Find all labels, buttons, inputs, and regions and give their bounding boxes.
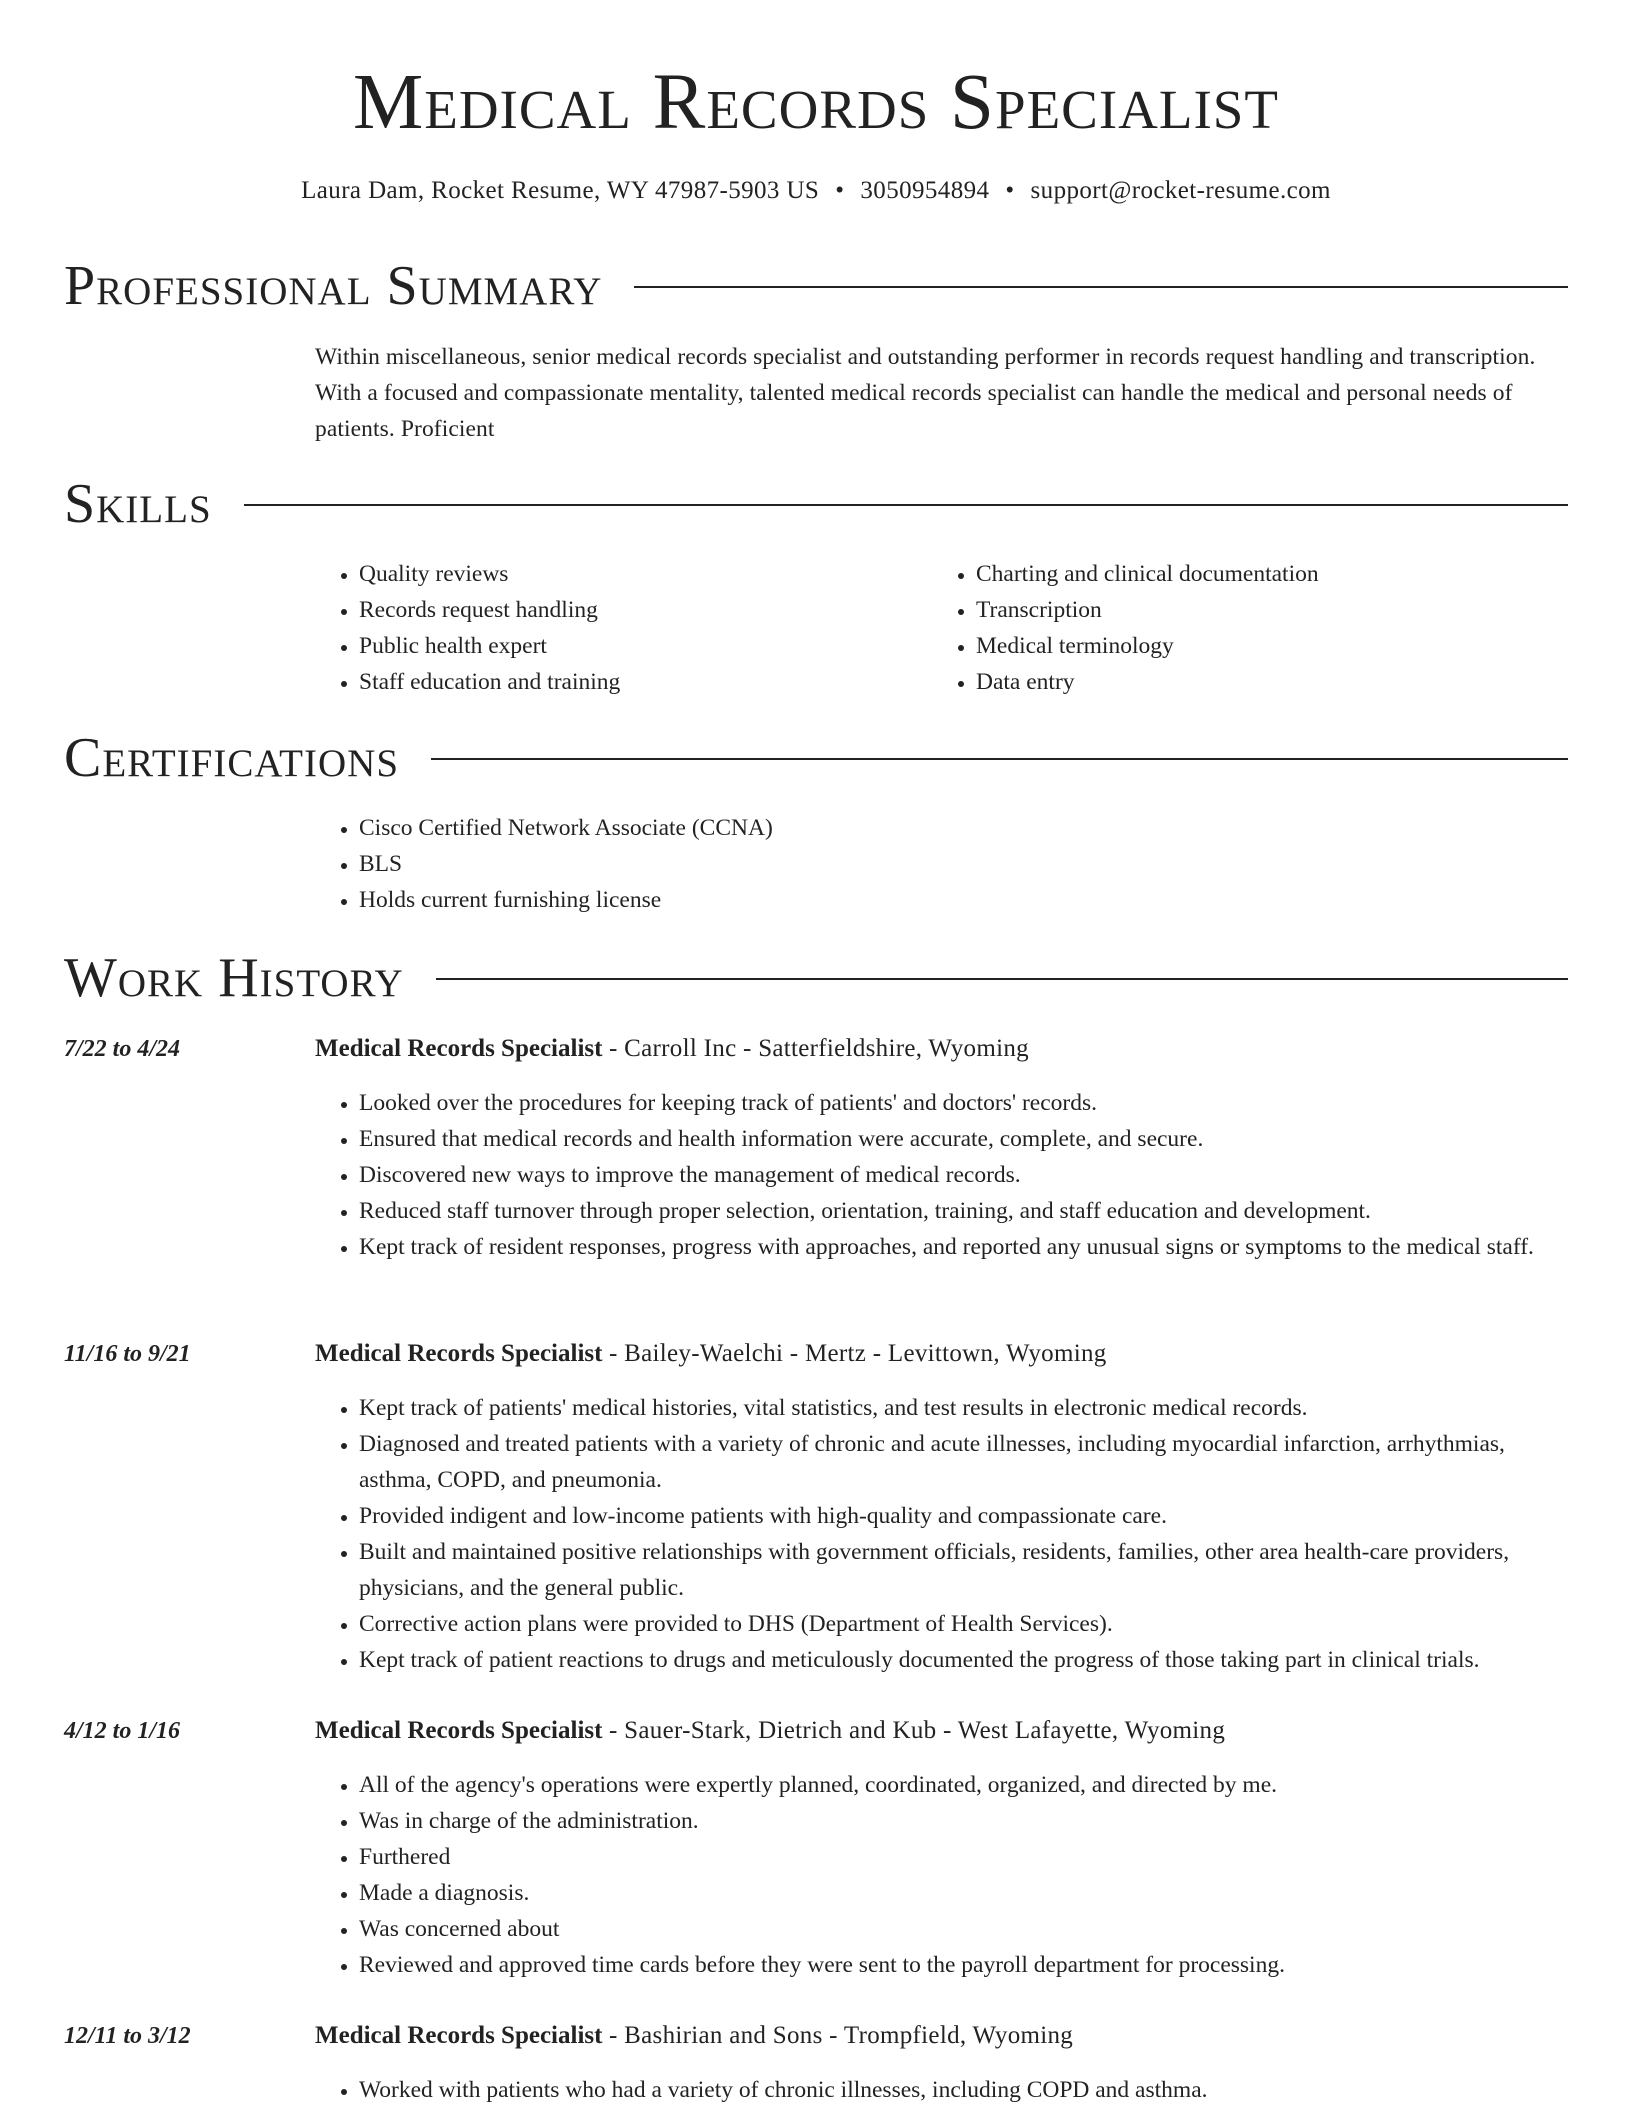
- skill-item: • Records request handling: [359, 592, 932, 628]
- skill-item: • Staff education and training: [359, 664, 932, 700]
- contact-separator: •: [1005, 177, 1015, 204]
- contact-separator: •: [835, 177, 845, 204]
- job-dates: 4/12 to 1/16: [64, 1718, 181, 1744]
- job-bullet: • Looked over the procedures for keeping track of patients' and doctors' records.: [359, 1085, 1568, 1121]
- job-bullet: • Kept track of patient reactions to drugs and meticulously documented the progress of those taking part in clinical trials.: [359, 1642, 1568, 1678]
- job-bullets: [315, 1390, 1568, 1678]
- certifications-section-header: [64, 726, 1568, 790]
- job-bullet: • All of the agency's operations were expertly planned, coordinated, organized, and directed by me.: [359, 1767, 1568, 1803]
- work-history-section-header: [64, 946, 1568, 1010]
- contact-address: Laura Dam, Rocket Resume, WY 47987-5903 US: [301, 177, 820, 204]
- skill-item: • Public health expert: [359, 628, 932, 664]
- summary-heading: Professional Summary: [64, 255, 603, 317]
- skills-column-right: [932, 556, 1549, 700]
- section-divider: [431, 758, 1568, 760]
- job-company: - Bailey-Waelchi - Mertz - Levittown, Wyoming: [602, 1340, 1107, 1367]
- job-heading: [315, 1032, 1029, 1066]
- job-dates: 11/16 to 9/21: [64, 1341, 191, 1367]
- work-history-heading: Work History: [64, 947, 404, 1009]
- job-bullet: • Reviewed and approved time cards before they were sent to the payroll department for processing.: [359, 1947, 1568, 1983]
- job-heading: [315, 1337, 1107, 1371]
- job-company: - Sauer-Stark, Dietrich and Kub - West Lafayette, Wyoming: [602, 1717, 1226, 1744]
- summary-section-header: [64, 254, 1568, 318]
- job-title: Medical Records Specialist: [315, 1035, 603, 1062]
- job-bullets: [315, 1085, 1568, 1265]
- certification-item: • BLS: [359, 846, 1568, 882]
- contact-email: support@rocket-resume.com: [1030, 177, 1331, 204]
- certifications-heading: Certifications: [64, 727, 400, 789]
- job-bullet: • Provided indigent and low-income patients with high-quality and compassionate care.: [359, 1498, 1568, 1534]
- job-dates: 12/11 to 3/12: [64, 2023, 191, 2049]
- job-bullet: • Made a diagnosis.: [359, 1875, 1568, 1911]
- section-divider: [436, 978, 1568, 980]
- job-bullet: • Was concerned about: [359, 1911, 1568, 1947]
- job-bullet: • Kept track of patients' medical histories, vital statistics, and test results in electronic medical records.: [359, 1390, 1568, 1426]
- skills-column-left: [315, 556, 932, 700]
- job-dates: 7/22 to 4/24: [64, 1036, 181, 1062]
- job-heading: [315, 2019, 1073, 2053]
- job-heading: [315, 1714, 1225, 1748]
- job-bullet: • Worked with patients who had a variety of chronic illnesses, including COPD and asthma.: [359, 2072, 1568, 2108]
- skill-item: • Medical terminology: [976, 628, 1549, 664]
- job-bullet: • Discovered new ways to improve the management of medical records.: [359, 1157, 1568, 1193]
- job-company: - Bashirian and Sons - Trompfield, Wyoming: [602, 2022, 1074, 2049]
- certifications-list: [315, 810, 1568, 918]
- skill-item: • Transcription: [976, 592, 1549, 628]
- skills-list: [315, 556, 1568, 700]
- contact-phone: 3050954894: [860, 177, 990, 204]
- job-bullet: • Reduced staff turnover through proper selection, orientation, training, and staff education and development.: [359, 1193, 1568, 1229]
- section-divider: [244, 504, 1568, 506]
- job-bullets: [315, 1767, 1568, 1983]
- job-title: Medical Records Specialist: [315, 1717, 603, 1744]
- certification-item: • Cisco Certified Network Associate (CCNA): [359, 810, 1568, 846]
- contact-line: [0, 174, 1632, 208]
- job-company: - Carroll Inc - Satterfieldshire, Wyoming: [602, 1035, 1029, 1062]
- skill-item: • Quality reviews: [359, 556, 932, 592]
- certification-item: • Holds current furnishing license: [359, 882, 1568, 918]
- job-bullet: • Was in charge of the administration.: [359, 1803, 1568, 1839]
- section-divider: [634, 286, 1568, 288]
- skill-item: • Data entry: [976, 664, 1549, 700]
- job-title: Medical Records Specialist: [315, 2022, 603, 2049]
- job-bullet: • Kept track of resident responses, progress with approaches, and reported any unusual signs or symptoms to the medical staff.: [359, 1229, 1568, 1265]
- job-bullet: • Furthered: [359, 1839, 1568, 1875]
- job-title: Medical Records Specialist: [315, 1340, 603, 1367]
- resume-title: Medical Records Specialist: [353, 59, 1279, 146]
- skill-item: • Charting and clinical documentation: [976, 556, 1549, 592]
- skills-heading: Skills: [64, 473, 212, 535]
- job-bullet: • Built and maintained positive relationships with government officials, residents, families, other area health-care providers, physicians, and the general public.: [359, 1534, 1568, 1606]
- summary-text: Within miscellaneous, senior medical records specialist and outstanding performer in records request handling and transcription. With a focused and compassionate mentality, talented medical records specialist can handle the medical and personal needs of patients. Proficient: [315, 344, 1536, 442]
- job-bullet: • Corrective action plans were provided to DHS (Department of Health Services).: [359, 1606, 1568, 1642]
- job-bullets: [315, 2072, 1568, 2108]
- job-bullet: • Ensured that medical records and health information were accurate, complete, and secure.: [359, 1121, 1568, 1157]
- skills-section-header: [64, 472, 1568, 536]
- job-bullet: • Diagnosed and treated patients with a variety of chronic and acute illnesses, including myocardial infarction, arrhythmias, asthma, COPD, and pneumonia.: [359, 1426, 1568, 1498]
